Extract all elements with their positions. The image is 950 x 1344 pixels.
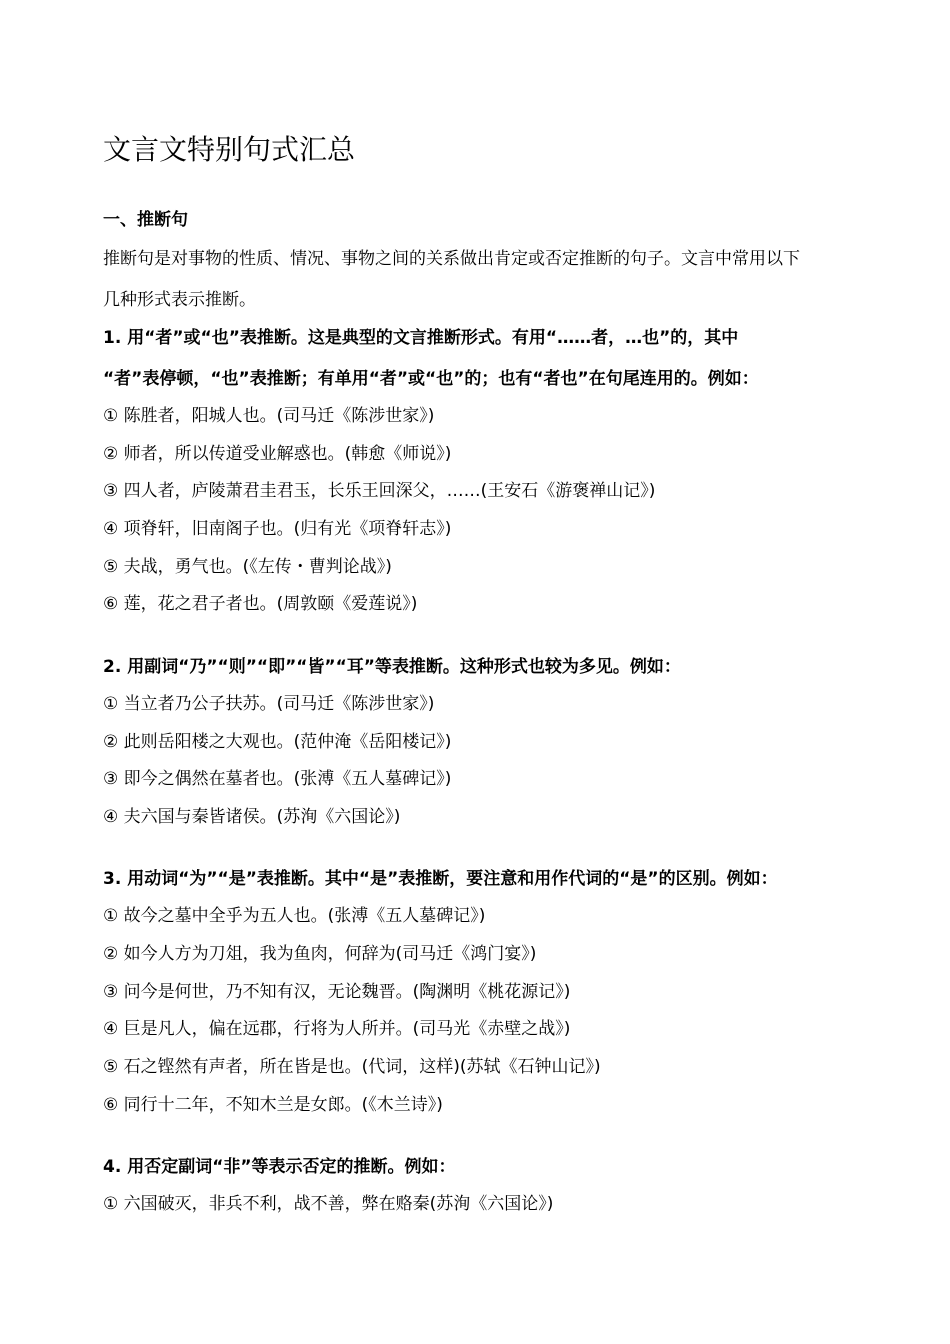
list-item: ① 陈胜者，阳城人也。(司马迁《陈涉世家》) xyxy=(103,406,435,426)
page-title: 文言文特别句式汇总 xyxy=(103,133,356,166)
list-item: ② 师者，所以传道受业解惑也。(韩愈《师说》) xyxy=(103,444,452,464)
part3-heading: 3. 用动词“为”“是”表推断。其中“是”表推断，要注意和用作代词的“是”的区别。例如： xyxy=(103,869,778,889)
list-item: ④ 项脊轩，旧南阁子也。(归有光《项脊轩志》) xyxy=(103,519,452,539)
list-item: ① 六国破灭，非兵不利，战不善，弊在赂秦(苏洵《六国论》) xyxy=(103,1194,554,1214)
list-item: ① 故今之墓中全乎为五人也。(张溥《五人墓碑记》) xyxy=(103,906,486,926)
part1-heading-line-2: “者”表停顿，“也”表推断；有单用“者”或“也”的；也有“者也”在句尾连用的。例如： xyxy=(103,369,759,389)
list-item: ② 此则岳阳楼之大观也。(范仲淹《岳阳楼记》) xyxy=(103,732,452,752)
section-heading: 一、推断句 xyxy=(103,210,188,230)
part2-heading: 2. 用副词“乃”“则”“即”“皆”“耳”等表推断。这种形式也较为多见。例如： xyxy=(103,657,681,677)
list-item: ④ 巨是凡人，偏在远郡，行将为人所并。(司马光《赤壁之战》) xyxy=(103,1019,571,1039)
list-item: ⑥ 莲，花之君子者也。(周敦颐《爱莲说》) xyxy=(103,594,418,614)
intro-line-1: 推断句是对事物的性质、情况、事物之间的关系做出肯定或否定推断的句子。文言中常用以下 xyxy=(103,249,800,269)
list-item: ② 如今人方为刀俎，我为鱼肉，何辞为(司马迁《鸿门宴》) xyxy=(103,944,537,964)
list-item: ④ 夫六国与秦皆诸侯。(苏洵《六国论》) xyxy=(103,807,401,827)
list-item: ① 当立者乃公子扶苏。(司马迁《陈涉世家》) xyxy=(103,694,435,714)
part1-heading-line-1: 1. 用“者”或“也”表推断。这是典型的文言推断形式。有用“……者，…也”的，其中 xyxy=(103,328,739,348)
list-item: ⑥ 同行十二年，不知木兰是女郎。(《木兰诗》) xyxy=(103,1095,443,1115)
intro-line-2: 几种形式表示推断。 xyxy=(103,290,256,310)
list-item: ③ 问今是何世，乃不知有汉，无论魏晋。(陶渊明《桃花源记》) xyxy=(103,982,571,1002)
list-item: ③ 即今之偶然在墓者也。(张溥《五人墓碑记》) xyxy=(103,769,452,789)
list-item: ⑤ 夫战，勇气也。(《左传・曹判论战》) xyxy=(103,557,392,577)
part4-heading: 4. 用否定副词“非”等表示否定的推断。例如： xyxy=(103,1157,456,1177)
list-item: ⑤ 石之铿然有声者，所在皆是也。(代词，这样)(苏轼《石钟山记》) xyxy=(103,1057,601,1077)
list-item: ③ 四人者，庐陵萧君圭君玉，长乐王回深父，……(王安石《游褒禅山记》) xyxy=(103,481,656,501)
